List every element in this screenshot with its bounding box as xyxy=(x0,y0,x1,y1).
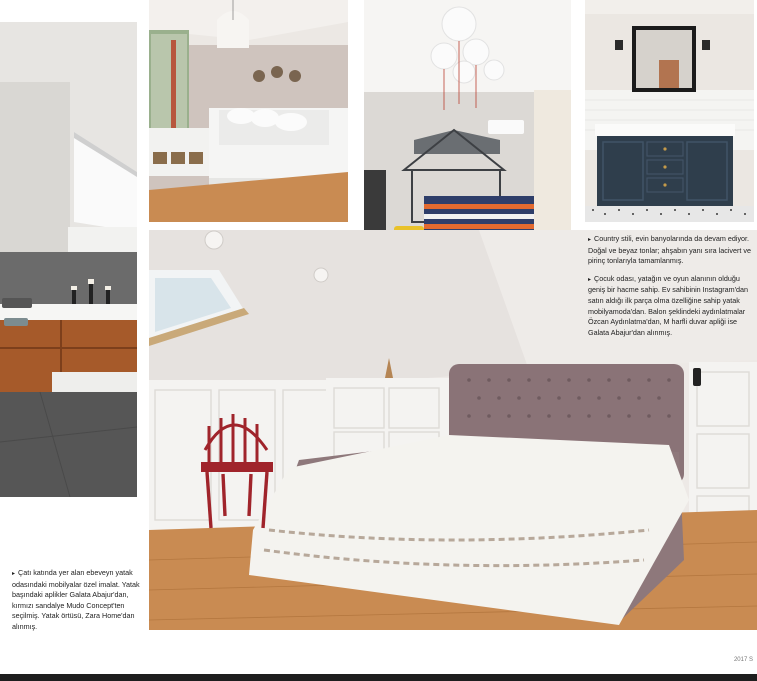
footer-bar xyxy=(0,674,757,681)
caption-attic-bedroom xyxy=(12,568,140,640)
caption-paragraph xyxy=(588,274,754,339)
page-number: 2017 S xyxy=(733,657,753,663)
bullet-icon: ▸ xyxy=(12,571,16,577)
caption-text: Çatı katında yer alan ebeveyn yatak odasındaki mobilyalar özel imalat. Yatak başındaki aplikler Galata Abajur'dan, kırmızı sandalye Mudo Concept'ten seçilmiş. Yatak örtüsü, Zara Home'dan alınmış. xyxy=(12,568,140,631)
caption-text: Çocuk odası, yatağın ve oyun alanının olduğu geniş bir hacme sahip. Ev sahibinin Instagram'dan satın aldığı ilk parça olma özelliğine sahip yatak mobilyamoda'dan. Balon şeklindeki aydınlatmalar Özcan Aydınlatma'dan, M harfli duvar apliği ise Galata Abajur'dan alınmış. xyxy=(588,273,748,337)
caption-text: Country stili, evin banyolarında da devam ediyor. Doğal ve beyaz tonlar; ahşabın yanı sıra lacivert ve pirinç tonlarıyla tamamlanmış. xyxy=(588,234,752,266)
bullet-icon: ▸ xyxy=(588,276,592,283)
photo-bathroom-counter xyxy=(0,22,137,497)
caption-paragraph xyxy=(588,234,754,267)
caption-bathroom-kids-room xyxy=(588,234,754,345)
photo-daybed-room xyxy=(149,0,348,222)
caption-paragraph xyxy=(12,568,140,633)
bullet-icon: ▸ xyxy=(588,237,592,243)
photo-bathroom-vanity xyxy=(585,0,754,222)
